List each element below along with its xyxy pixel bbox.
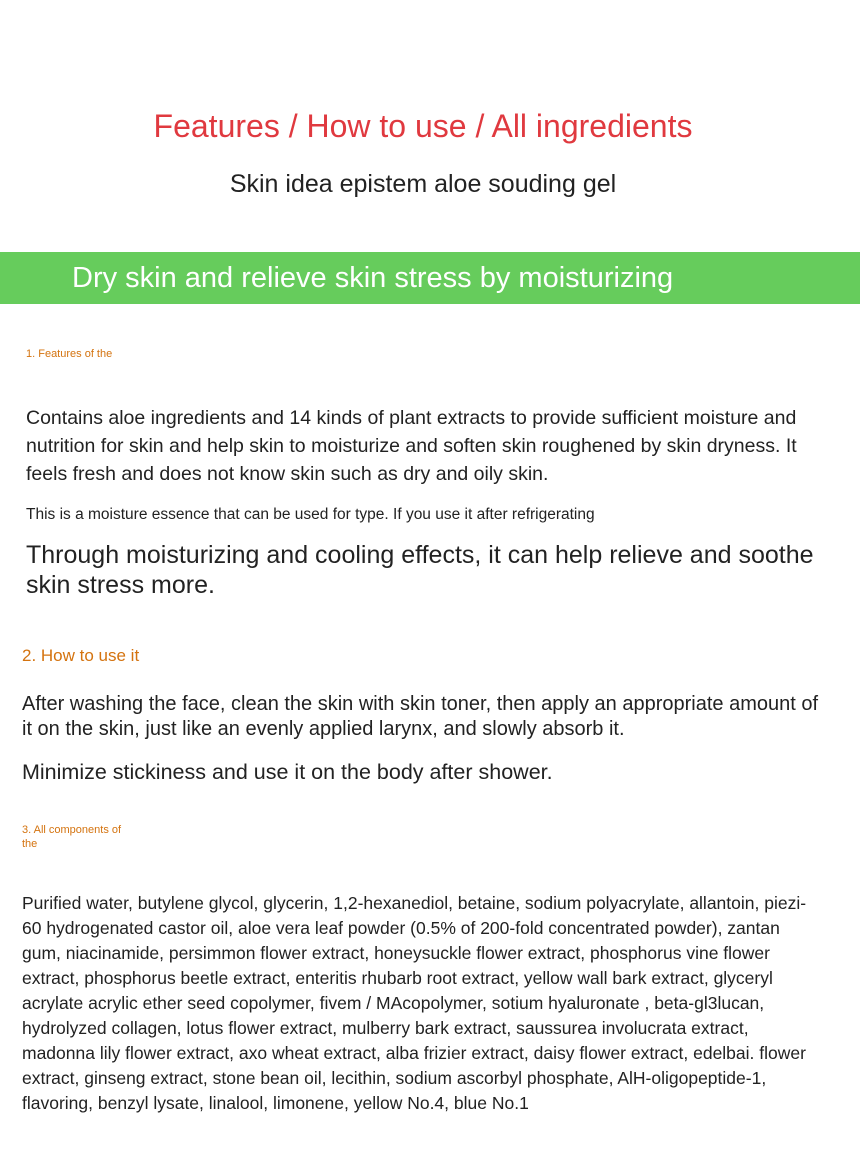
components-heading: 3. All components of the	[22, 824, 122, 850]
how-to-use-heading: 2. How to use it	[22, 646, 140, 665]
features-paragraph-3: Through moisturizing and cooling effects, it can help relieve and soothe skin stress more.	[26, 541, 814, 599]
features-paragraph-2: This is a moisture essence that can be used for type. If you use it after refrigerating	[26, 506, 595, 523]
features-paragraph-1: Contains aloe ingredients and 14 kinds of plant extracts to provide sufficient moisture and nutrition for skin and help skin to moisturize and soften skin roughened by skin dryness. It feels fresh and does not know skin such as dry and oily skin.	[26, 407, 797, 485]
how-to-use-paragraph-1: After washing the face, clean the skin with skin toner, then apply an appropriate amount of it on the skin, just like an evenly applied larynx, and slowly absorb it.	[22, 693, 819, 740]
page-title: Features / How to use / All ingredients	[153, 108, 693, 144]
features-heading: 1. Features of the	[26, 348, 113, 360]
how-to-use-paragraph-2: Minimize stickiness and use it on the body after shower.	[22, 760, 553, 784]
ingredients-list: Purified water, butylene glycol, glycerin, 1,2-hexanediol, betaine, sodium polyacrylate, allantoin, piezi-60 hydrogenated castor oil, aloe vera leaf powder (0.5% of 200-fold concentrated powder), zantan gum, niacinamide, persimmon flower extract, honeysuckle flower extract, phosphorus vine flower extract, phosphorus beetle extract, enteritis rhubarb root extract, yellow wall bark extract, glyceryl acrylate acrylic ether seed copolymer, fivem / MAcopolymer, sotium hyaluronate , beta-gl3lucan, hydrolyzed collagen, lotus flower extract, mulberry bark extract, saussurea involucrata extract, madonna lily flower extract, axo wheat extract, alba frizier extract, daisy flower extract, edelbai. flower extract, ginseng extract, stone bean oil, lecithin, sodium ascorbyl phosphate, AlH-oligopeptide-1, flavoring, benzyl lysate, linalool, limonene, yellow No.4, blue No.1	[22, 893, 807, 1113]
banner-text: Dry skin and relieve skin stress by moisturizing	[72, 262, 674, 294]
product-name: Skin idea epistem aloe souding gel	[229, 170, 617, 198]
